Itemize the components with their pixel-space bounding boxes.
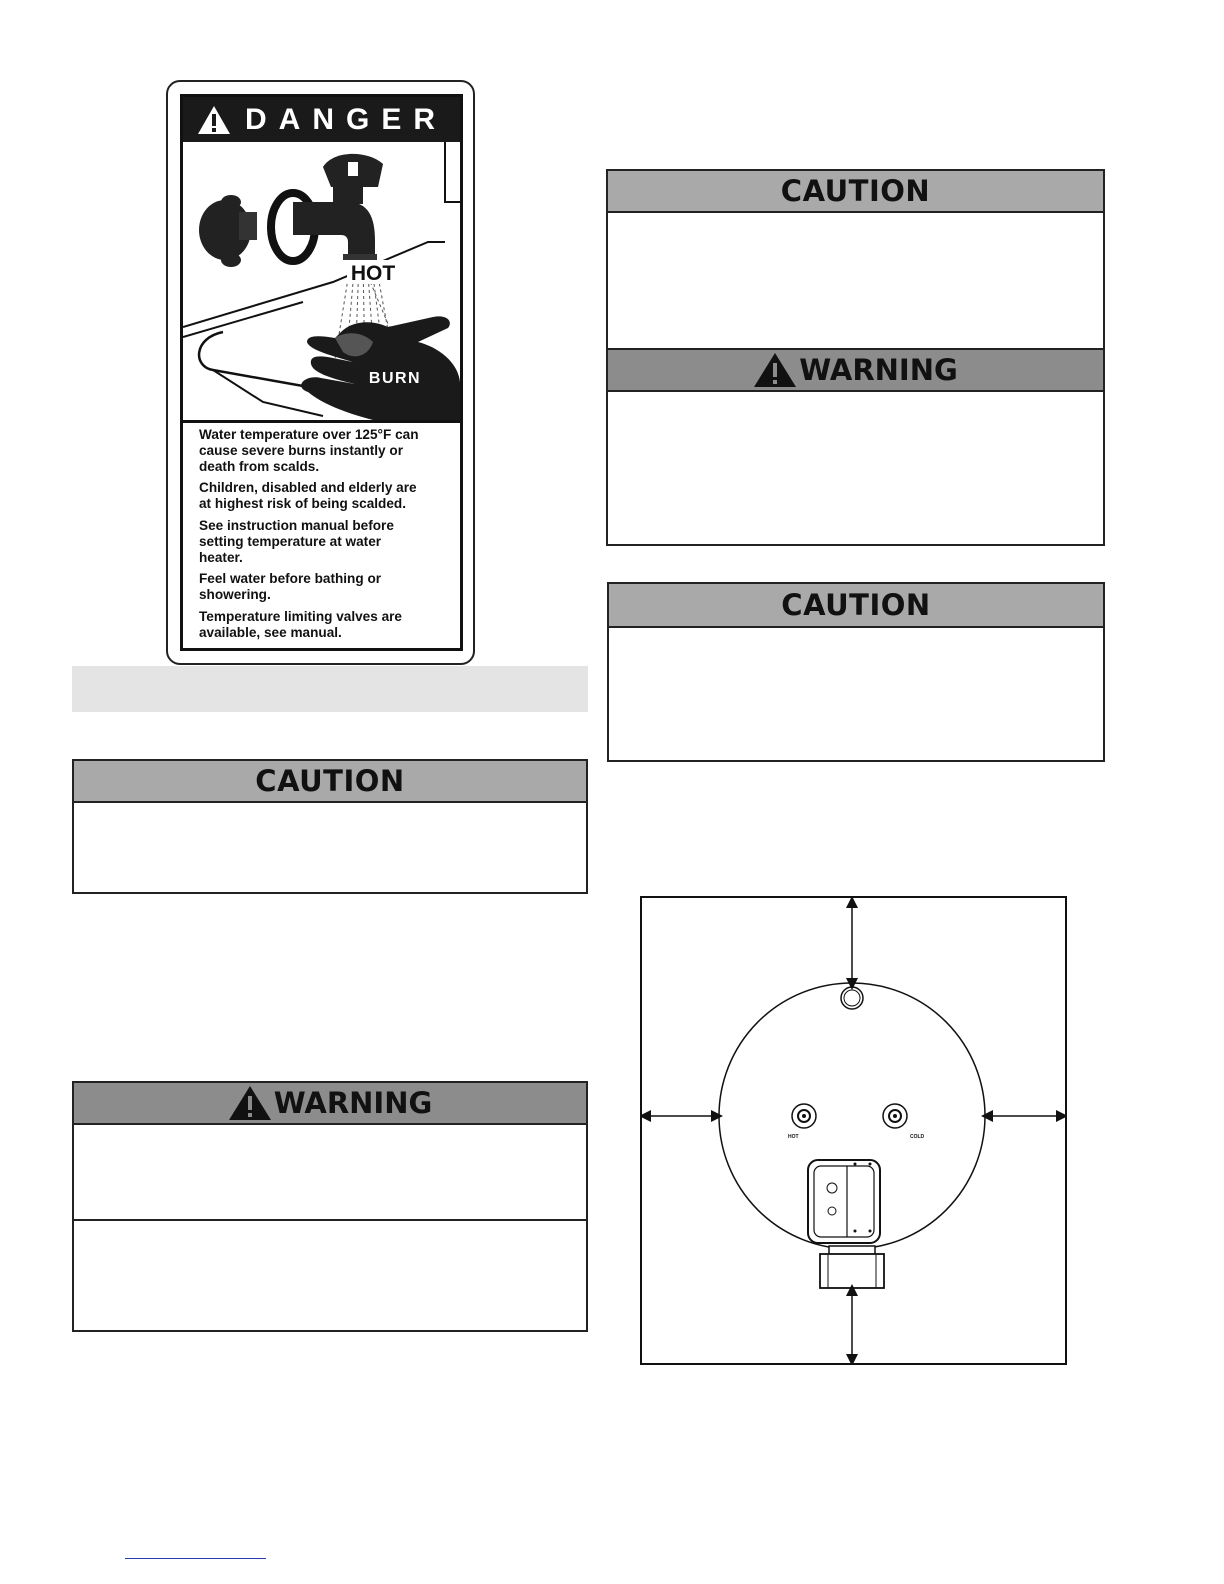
warning-title: WARNING	[273, 1086, 433, 1120]
danger-paragraph: Temperature limiting valves are available, see manual.	[199, 608, 402, 640]
caution-box-left	[72, 759, 588, 894]
warning-box-left	[72, 1081, 588, 1332]
hot-port	[792, 1104, 816, 1128]
warning-title: WARNING	[799, 353, 958, 387]
danger-label	[166, 80, 475, 665]
clearance-diagram	[640, 896, 1067, 1365]
caution-header	[609, 584, 1103, 628]
danger-paragraph: See instruction manual before setting temperature at water heater.	[199, 517, 394, 565]
warning-header	[608, 348, 1103, 392]
danger-title: DANGER	[245, 102, 448, 136]
scalding-faucet-pictogram	[183, 142, 460, 420]
danger-paragraph: Feel water before bathing or showering.	[199, 571, 382, 603]
danger-text	[183, 420, 460, 648]
box-divider	[74, 1219, 586, 1221]
hot-label: HOT	[350, 262, 396, 285]
danger-label-frame	[180, 94, 463, 651]
danger-paragraph: Water temperature over 125°F can cause severe burns instantly or death from scalds.	[199, 427, 419, 474]
control-box	[808, 1160, 880, 1243]
danger-header	[183, 97, 460, 142]
caution-header	[74, 761, 586, 803]
caution-title: CAUTION	[255, 764, 405, 798]
water-heater-top-view	[642, 898, 1065, 1363]
caution-title: CAUTION	[780, 174, 931, 208]
warning-triangle-icon	[197, 105, 231, 135]
burn-label: BURN	[368, 370, 422, 387]
danger-paragraph: Children, disabled and elderly are at highest risk of being scalded.	[199, 480, 417, 512]
caution-box-right	[607, 582, 1105, 762]
caution-title: CAUTION	[781, 588, 931, 622]
warning-triangle-icon	[228, 1085, 272, 1121]
caution-warning-box-right	[606, 169, 1105, 546]
cold-port	[883, 1104, 907, 1128]
section-heading-bar	[72, 666, 588, 712]
caution-header	[608, 171, 1103, 213]
footer-link-underline	[125, 1558, 266, 1559]
hot-port-label: HOT	[788, 1134, 799, 1140]
cold-port-label: COLD	[910, 1134, 925, 1140]
drain-valve	[820, 1246, 884, 1288]
warning-triangle-icon	[753, 352, 797, 388]
warning-header	[74, 1083, 586, 1125]
